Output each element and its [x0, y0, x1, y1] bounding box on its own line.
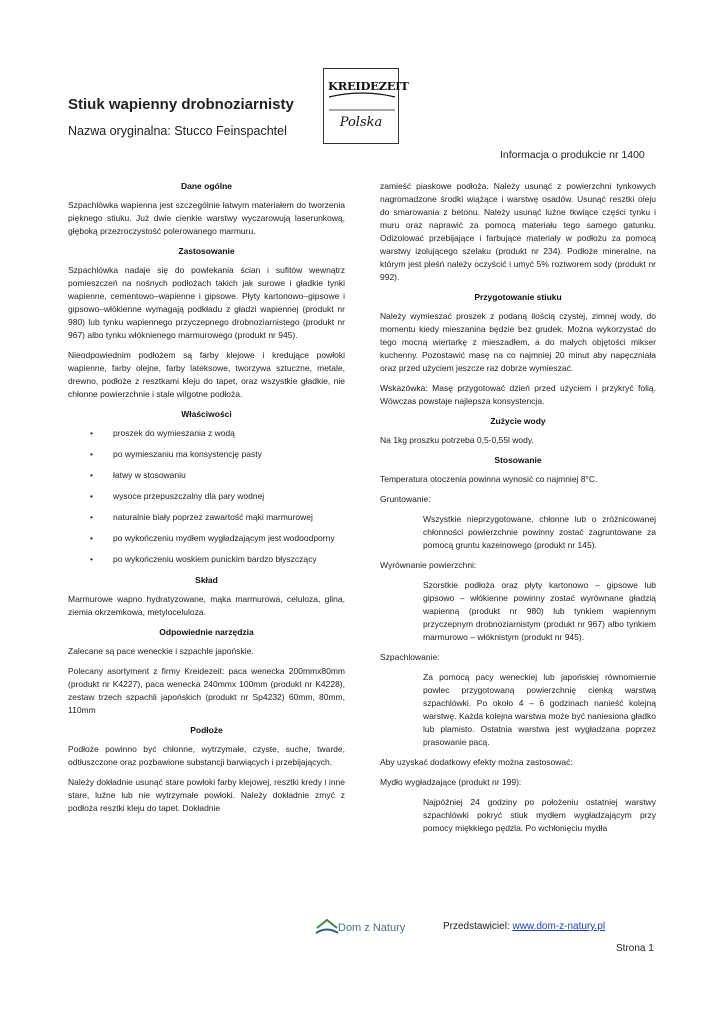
- heading-general: Dane ogólne: [180, 181, 232, 191]
- paragraph-substrate-2: Należy dokładnie usunąć stare powłoki farby klejowej, resztki kredy i inne stare, luźne lub nie wytrzymałe powłoki. Należy dokładnie zmyć z podłoża resztki kleju do tapet. Dokładnie: [68, 777, 345, 813]
- heading-water-consumption: Zużycie wody: [490, 416, 546, 426]
- kreidezeit-logo: [323, 68, 409, 144]
- paragraph-composition: Marmurowe wapno hydratyzowane, mąka marmurowa, celuloza, glina, ziemia okrzemkowa, metyloceluloza.: [68, 594, 345, 617]
- paragraph-preparation-2: Wskazówka: Masę przygotować dzień przed użyciem i przykryć folią. Wówczas powstaje najlepsza konsystencja.: [380, 383, 656, 406]
- label-leveling: Wyrównanie powierzchni:: [380, 560, 477, 570]
- paragraph-priming: Wszystkie nieprzygotowane, chłonne lub o zróżnicowanej chłonności powierzchnie powinny zostać zagruntowane za pomocą gruntu kazeinowego (produkt nr 145).: [423, 514, 656, 550]
- label-priming: Gruntowanie:: [380, 494, 431, 504]
- heading-preparation: Przygotowanie stiuku: [474, 292, 562, 302]
- heading-application: Stosowanie: [494, 455, 542, 465]
- heading-tools: Odpowiednie narzędzia: [159, 627, 254, 637]
- original-name: Nazwa oryginalna: Stucco Feinspachtel: [68, 124, 287, 138]
- paragraph-leveling: Szorstkie podłoża oraz płyty kartonowo – gipsowe lub gipsowo – włókienne powinny zostać wyrównane gładzią wapienną (produkt nr 980) lub tynkiem wapiennym przyczepnym drobnoziarnistym (produkt nr 967) albo tynkiem marmurowo – włóknistym (produkt nr 945).: [423, 580, 656, 642]
- logo-stroke-icon: [324, 69, 400, 145]
- paragraph-smoothing-soap: Najpóźniej 24 godziny po położeniu ostatniej warstwy szpachlówki pokryć stiuk mydłem wygładzającym przy pomocy miękkiego pędzla. Po wchłonięciu mydła: [423, 797, 656, 833]
- paragraph-filling: Za pomocą pacy weneckiej lub japońskiej równomiernie powlec przygotowaną powierzchnię cienką warstwą szpachlówki. Po około 4 – 6 godzinach nanieść kolejną warstwę. Każda kolejna warstwa może być naniesiona gładko lub plamisto. Ostatnia warstwa jest wygładzana poprzez prasowanie pacą.: [423, 672, 656, 747]
- paragraph-use-1: Szpachlówka nadaje się do powlekania ścian i sufitów wewnątrz pomieszczeń na nośnych podłożach takich jak surowe i gładkie tynki wapienne, cementowo–wapienne i gipsowe. Płyty kartonowo–gipsowe i gipsowo–włókienne wymagają podkładu z gładzi wapiennej (produkt nr 980) lub tynku wapiennego przyczepnego drobnoziarnistego (produkt nr 967) albo tynku włóknienego marmurowego (produkt nr 945).: [68, 265, 345, 340]
- paragraph-extra-effects: Aby uzyskać dodatkowy efekty można zastosować:: [380, 757, 573, 767]
- house-icon: [314, 916, 340, 938]
- paragraph-temperature: Temperatura otoczenia powinna wynosić co najmniej 8°C.: [380, 474, 598, 484]
- paragraph-tools-1: Zalecane są pace weneckie i szpachle japońskie.: [68, 646, 254, 656]
- representative: [443, 921, 605, 932]
- heading-properties: Właściwości: [181, 409, 232, 419]
- paragraph-use-2: Nieodpowiednim podłożem są farby klejowe i kredujące powłoki wapienne, farby olejne, farby lateksowe, tworzywa sztuczne, metale, drewno, podłoże z resztkami kleju do tapet, oraz wszystkie gładkie, nie chłonne powierzchnie i stale wilgotne podłoża.: [68, 350, 345, 399]
- list-item: • wysoce przepuszczalny dla pary wodnej: [68, 490, 345, 503]
- logo-country: Polska: [339, 115, 383, 130]
- list-item: • po wykończeniu mydłem wygładzającym jest wodoodporny: [68, 532, 345, 545]
- right-column: [380, 180, 656, 842]
- list-item: • łatwy w stosowaniu: [68, 469, 345, 482]
- paragraph-substrate-1: Podłoże powinno być chłonne, wytrzymałe, czyste, suche, twarde, odtłuszczone oraz pozbawione substancji barwiących i przebijających.: [68, 744, 345, 767]
- logo-brand: KREIDEZEIT: [328, 79, 409, 93]
- list-item: • naturalnie biały poprzez zawartość mąki marmurowej: [68, 511, 345, 524]
- left-column: [68, 180, 345, 822]
- representative-link[interactable]: www.dom-z-natury.pl: [512, 921, 606, 932]
- footer-logo-text: Dom z Natury: [338, 922, 406, 934]
- heading-use: Zastosowanie: [178, 246, 235, 256]
- paragraph-preparation-1: Należy wymieszać proszek z podaną ilością czystej, zimnej wody, do momentu kiedy mieszanina będzie bez grudek. Można wykorzystać do tego mocną wiertarkę z mieszadłem, a do małych objętości mikser kuchenny. Pozostawić masę na co najmniej 20 minut aby napęczniała oraz przed użyciem jeszcze raz dobrze wymieszać.: [380, 311, 656, 373]
- label-filling: Szpachlowanie:: [380, 652, 440, 662]
- paragraph-water-consumption: Na 1kg proszku potrzeba 0,5-0,55l wody.: [380, 435, 534, 445]
- properties-list: [68, 427, 345, 566]
- list-item: • po wymieszaniu ma konsystencję pasty: [68, 448, 345, 461]
- list-item: • po wykończeniu woskiem punickim bardzo błyszczący: [68, 553, 345, 566]
- paragraph-tools-2: Polecany asortyment z firmy Kreidezeit: paca wenecka 200mmx80mm (produkt nr K4227), paca wenecka 240mmx 100mm (produkt nr K4228), zestaw trzech szpachli japońskich (produkt nr Sp4232) 60mm, 80mm, 110mm: [68, 666, 345, 715]
- label-smoothing-soap: Mydło wygładzające (produkt nr 199):: [380, 777, 522, 787]
- paragraph-substrate-continued: zamieść piaskowe podłoża. Należy usunąć z powierzchni tynkowych nagromadzone środki wiążące i warstwę osadów. Usunąć resztki oleju do smarowania z betonu. Należy usunąć luźne tkwiące części tynku i muru oraz naprawić za pomocą materiału tego samego gatunku. Odizolować przebijające i farbujące materiały w podłożu za pomocą warstwy izolującego szelaku (produkt nr 234). Podłoże mineralne, na którym jest pleśń należy oczyścić i umyć 5% roztworem sody (produkt nr 992).: [380, 181, 656, 282]
- dom-z-natury-logo: [314, 916, 414, 938]
- heading-substrate: Podłoże: [190, 725, 223, 735]
- document-title: Stiuk wapienny drobnoziarnisty: [68, 96, 294, 113]
- representative-label: Przedstawiciel:: [443, 921, 513, 932]
- paragraph-general: Szpachlówka wapienna jest szczególnie łatwym materiałem do tworzenia pięknego stiuku. Już dwie cienkie warstwy wyczarowują laserunkową, głęboką przezroczystość polerowanego marmuru.: [68, 200, 345, 236]
- product-info-number: Informacja o produkcie nr 1400: [500, 149, 645, 161]
- heading-composition: Skład: [195, 575, 218, 585]
- list-item: • proszek do wymieszania z wodą: [68, 427, 345, 440]
- page-number: Strona 1: [616, 943, 654, 954]
